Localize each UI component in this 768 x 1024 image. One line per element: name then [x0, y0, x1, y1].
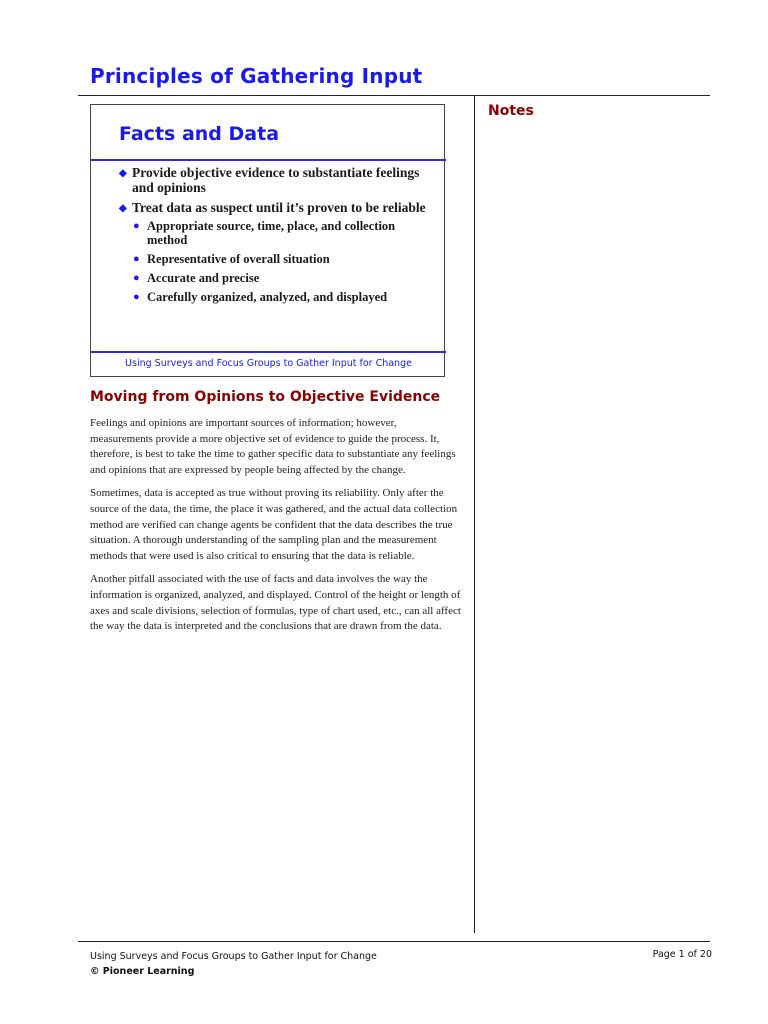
page-number: Page 1 of 20: [652, 949, 712, 960]
slide-sub-bullet-text: Carefully organized, analyzed, and displayed: [147, 290, 388, 304]
slide-sub-bullet-text: Accurate and precise: [147, 271, 260, 285]
body-paragraph: Another pitfall associated with the use of facts and data involves the way the information is organized, analyzed, and displayed. Control of the height or length of axes and scale divisions, selection of formulas, type of chart used, etc., can all affect the way the data is interpreted and the conclusions that are drawn from the data.: [90, 573, 461, 633]
slide-bullet: [119, 165, 434, 195]
slide-bullet: [119, 200, 434, 304]
slide-sub-bullet: [132, 271, 434, 285]
dot-bullet-icon: ●: [133, 220, 140, 232]
slide-bullet-list: [119, 165, 434, 309]
diamond-bullet-icon: ◆: [119, 203, 127, 214]
body-text: [90, 416, 462, 643]
slide-sub-bullet-text: Representative of overall situation: [147, 252, 330, 266]
slide-bullet-text: Treat data as suspect until it’s proven to be reliable: [132, 200, 426, 215]
slide-footer-rule: [91, 351, 446, 353]
dot-bullet-icon: ●: [133, 272, 140, 284]
slide-sub-bullet: [132, 290, 434, 304]
section-heading: Moving from Opinions to Objective Evidence: [90, 389, 441, 405]
footer-copyright: © Pioneer Learning: [90, 966, 195, 977]
footer-divider: [78, 941, 710, 942]
slide-title: Facts and Data: [119, 123, 280, 145]
slide-thumbnail: [90, 104, 445, 377]
dot-bullet-icon: ●: [133, 291, 140, 303]
slide-bullet-text: Provide objective evidence to substantiate feelings and opinions: [132, 165, 420, 195]
body-paragraph: Sometimes, data is accepted as true without proving its reliability. Only after the source of the data, the time, the place it was gathered, and the actual data collection method are verified can change agents be confident that the data describes the true situation. A thorough understanding of the sampling plan and the measurement methods that were used is also critical to ensuring that the data is reliable.: [90, 487, 458, 562]
slide-title-rule: [91, 159, 446, 161]
slide-sub-bullet: [132, 252, 434, 266]
body-paragraph: Feelings and opinions are important sources of information; however, measurements provide a more objective set of evidence to guide the process. It, therefore, is best to take the time to gather specific data to substantiate any feelings and opinions that are expressed by people being affected by the change.: [90, 417, 456, 476]
page-footer-left: [90, 949, 377, 979]
slide-footer: Using Surveys and Focus Groups to Gather Input for Change: [125, 358, 412, 369]
title-divider: [78, 95, 710, 96]
slide-sub-bullet: [132, 219, 434, 247]
dot-bullet-icon: ●: [133, 253, 140, 265]
slide-sub-bullet-text: Appropriate source, time, place, and collection method: [147, 219, 396, 247]
column-divider: [474, 96, 475, 933]
diamond-bullet-icon: ◆: [119, 168, 127, 179]
page-title: Principles of Gathering Input: [90, 64, 423, 88]
footer-course-title: Using Surveys and Focus Groups to Gather Input for Change: [90, 951, 377, 962]
notes-label: Notes: [488, 103, 534, 119]
slide-sub-bullet-list: [132, 219, 434, 304]
